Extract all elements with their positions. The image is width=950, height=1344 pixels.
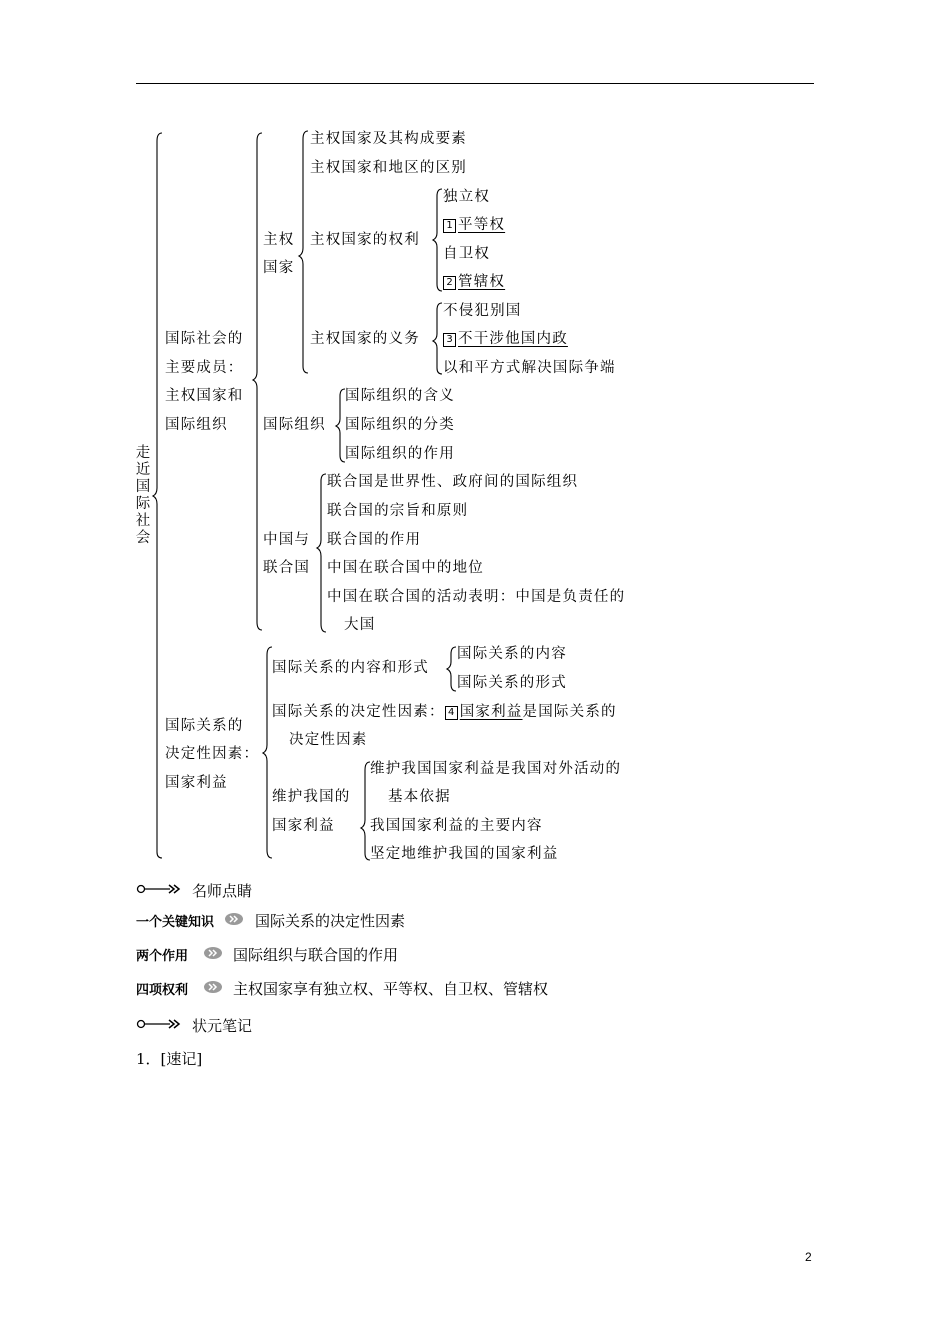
un-label-line2: 联合国 [263, 560, 311, 576]
root-label: 走近国际社会 [135, 445, 151, 546]
sovereign-label-line2: 国家 [263, 260, 295, 276]
right-equality [443, 216, 505, 234]
un-item-purpose: 联合国的宗旨和原则 [327, 503, 469, 519]
un-item-china-activity-cont: 大国 [344, 617, 376, 633]
marker-2: 2 [443, 276, 456, 290]
section-title-tips: 名师点睛 [192, 882, 253, 900]
org-item-classification: 国际组织的分类 [345, 417, 455, 433]
key-value-3: 主权国家享有独立权、平等权、自卫权、管辖权 [233, 980, 549, 998]
duty-non-interference-text: 不干涉他国内政 [458, 331, 568, 347]
duty-peaceful: 以和平方式解决国际争端 [443, 360, 616, 376]
relations-form: 国际关系的形式 [457, 675, 567, 691]
un-item-china-activity: 中国在联合国的活动表明：中国是负责任的 [327, 589, 626, 605]
rights-label: 主权国家的权利 [310, 232, 420, 248]
org-item-meaning: 国际组织的含义 [345, 388, 455, 404]
branch1-label-line2: 主要成员： [165, 360, 244, 376]
right-equality-text: 平等权 [458, 217, 506, 233]
un-item-nature: 联合国是世界性、政府间的国际组织 [327, 474, 579, 490]
branch1-label-line4: 国际组织 [165, 417, 228, 433]
un-item-china-status: 中国在联合国中的地位 [327, 560, 484, 576]
relations-decisive-label: 国际关系的决定性因素： [272, 704, 445, 720]
section-arrow-icon [136, 883, 182, 895]
key-label-1: 一个关键知识 [136, 915, 215, 930]
branch2-label-line2: 决定性因素： [165, 746, 260, 762]
key-label-3: 四项权利 [136, 983, 189, 998]
maintain-label-line2: 国家利益 [272, 818, 335, 834]
right-jurisdiction-text: 管辖权 [458, 274, 506, 290]
branch1-label-line3: 主权国家和 [165, 388, 244, 404]
sovereign-item-elements: 主权国家及其构成要素 [310, 131, 467, 147]
relations-decisive-rest: 是国际关系的 [522, 704, 617, 720]
duty-no-aggression: 不侵犯别国 [443, 303, 522, 319]
relations-decisive-cont: 决定性因素 [289, 732, 368, 748]
marker-1: 1 [443, 219, 456, 233]
branch2-label-line3: 国家利益 [165, 775, 228, 791]
double-chevron-icon [204, 947, 222, 959]
key-label-2: 两个作用 [136, 949, 189, 964]
sovereign-label-line1: 主权 [263, 232, 295, 248]
double-chevron-icon [225, 913, 243, 925]
branch1-label-line1: 国际社会的 [165, 331, 244, 347]
duties-label: 主权国家的义务 [310, 331, 420, 347]
right-jurisdiction [443, 273, 505, 291]
sovereign-item-difference: 主权国家和地区的区别 [310, 160, 467, 176]
section-arrow-icon [136, 1018, 182, 1030]
right-self-defense: 自卫权 [443, 246, 491, 262]
marker-4: 4 [445, 706, 458, 720]
relations-content: 国际关系的内容 [457, 646, 567, 662]
key-value-1: 国际关系的决定性因素 [255, 912, 406, 930]
maintain-item-firmly: 坚定地维护我国的国家利益 [370, 846, 559, 862]
header-rule [136, 83, 814, 84]
maintain-label-line1: 维护我国的 [272, 789, 351, 805]
org-item-role: 国际组织的作用 [345, 446, 455, 462]
double-chevron-icon [204, 981, 222, 993]
maintain-item-basis-cont: 基本依据 [388, 789, 451, 805]
note-line-1: 1．[速记] [136, 1050, 203, 1068]
maintain-item-content: 我国国家利益的主要内容 [370, 818, 543, 834]
section-title-notes: 状元笔记 [192, 1017, 253, 1035]
marker-3: 3 [443, 333, 456, 347]
relations-decisive-key: 国家利益 [459, 704, 523, 720]
un-label-line1: 中国与 [263, 532, 311, 548]
branch2-label-line1: 国际关系的 [165, 718, 244, 734]
page-number: 2 [805, 1250, 812, 1264]
relations-decisive-line [272, 703, 617, 721]
duty-non-interference [443, 330, 568, 348]
relations-form-label: 国际关系的内容和形式 [272, 660, 429, 676]
key-value-2: 国际组织与联合国的作用 [233, 946, 399, 964]
maintain-item-basis: 维护我国国家利益是我国对外活动的 [370, 761, 622, 777]
right-independence: 独立权 [443, 189, 491, 205]
org-label: 国际组织 [263, 417, 326, 433]
un-item-role: 联合国的作用 [327, 532, 422, 548]
